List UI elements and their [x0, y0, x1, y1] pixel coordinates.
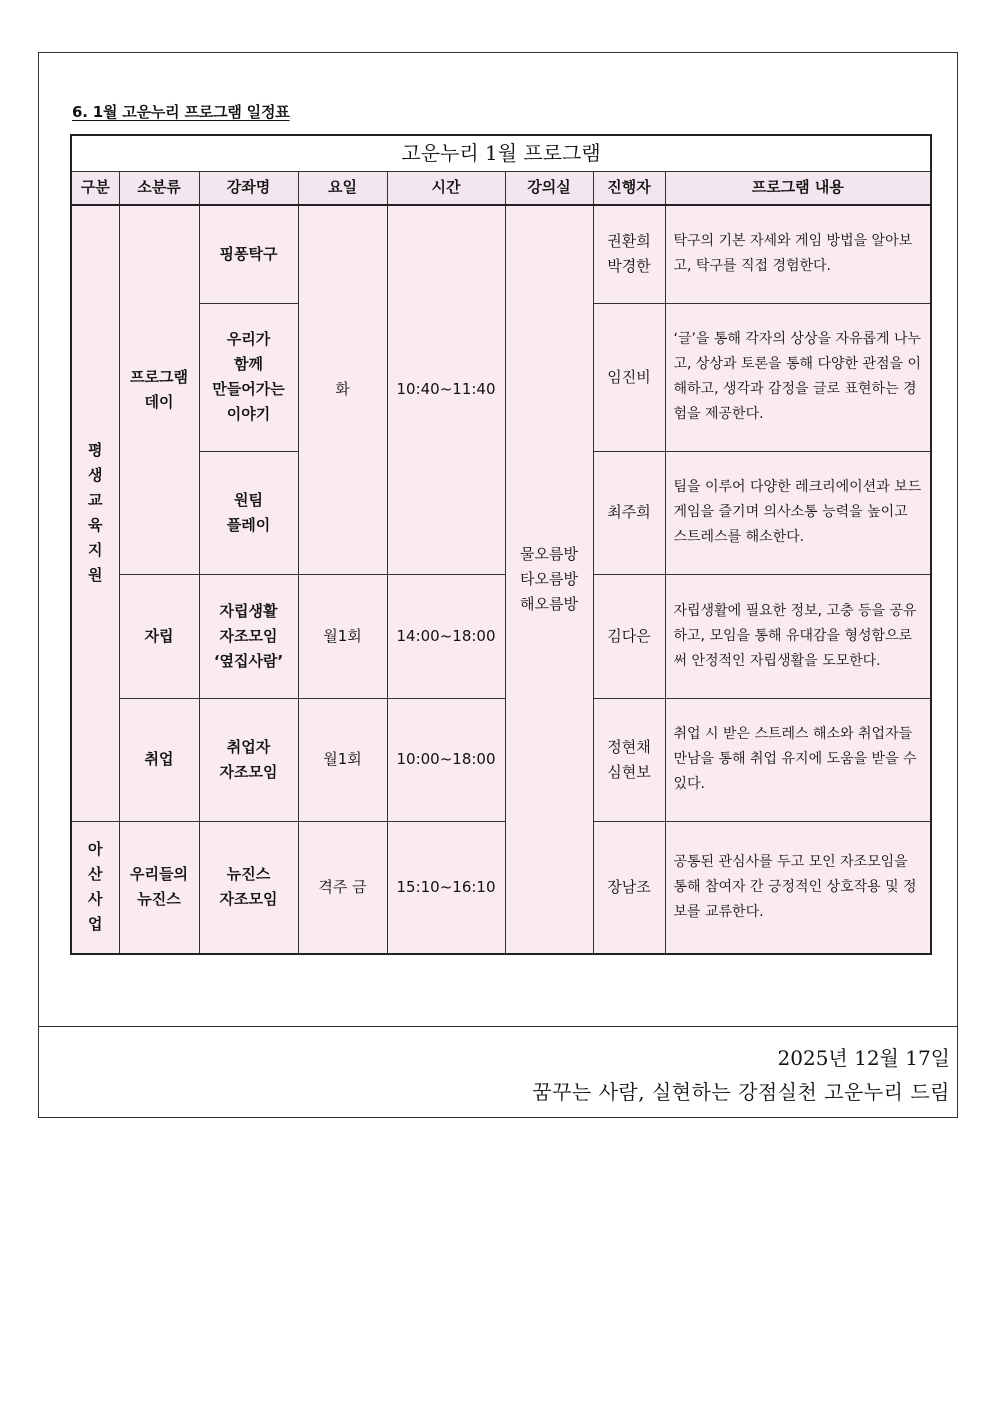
course-name: 뉴진스 자조모임: [199, 821, 298, 954]
leader-cell: 김다은: [593, 574, 665, 698]
day-cell: 화: [298, 205, 387, 574]
content-cell: 팀을 이루어 다양한 레크리에이션과 보드게임을 즐기며 의사소통 능력을 높이고 스트레스를 해소한다.: [665, 451, 931, 574]
course-name: 우리가 함께 만들어가는 이야기: [199, 303, 298, 451]
leader-cell: 장남조: [593, 821, 665, 954]
table-row: [71, 574, 931, 698]
subcategory-employment: 취업: [119, 698, 199, 821]
subcategory-newjeans: 우리들의 뉴진스: [119, 821, 199, 954]
table-row: [71, 821, 931, 954]
header-room: 강의실: [505, 171, 593, 205]
header-category: 구분: [71, 171, 119, 205]
header-leader: 진행자: [593, 171, 665, 205]
leader-cell: 임진비: [593, 303, 665, 451]
content-cell: 취업 시 받은 스트레스 해소와 취업자들 만남을 통해 취업 유지에 도움을 받을 수 있다.: [665, 698, 931, 821]
header-subcategory: 소분류: [119, 171, 199, 205]
table-row: [71, 205, 931, 303]
course-name: 원팀 플레이: [199, 451, 298, 574]
content-cell: 공통된 관심사를 두고 모인 자조모임을 통해 참여자 간 긍정적인 상호작용 및 정보를 교류한다.: [665, 821, 931, 954]
leader-cell: 권환희 박경한: [593, 205, 665, 303]
header-course: 강좌명: [199, 171, 298, 205]
subcategory-independence: 자립: [119, 574, 199, 698]
content-cell: 탁구의 기본 자세와 게임 방법을 알아보고, 탁구를 직접 경험한다.: [665, 205, 931, 303]
table-title: 고운누리 1월 프로그램: [71, 135, 931, 171]
table-header-row: [71, 171, 931, 205]
day-cell: 월1회: [298, 574, 387, 698]
category-asan-project: 아산사업: [71, 821, 119, 954]
header-day: 요일: [298, 171, 387, 205]
course-name: 취업자 자조모임: [199, 698, 298, 821]
subcategory-program-day: 프로그램 데이: [119, 205, 199, 574]
header-time: 시간: [387, 171, 505, 205]
category-lifelong-education: 평생교육지원: [71, 205, 119, 821]
schedule-table: [70, 134, 932, 955]
leader-cell: 정현채 심현보: [593, 698, 665, 821]
day-cell: 격주 금: [298, 821, 387, 954]
header-content: 프로그램 내용: [665, 171, 931, 205]
room-cell: 물오름방 타오름방 해오름방: [505, 205, 593, 954]
day-cell: 월1회: [298, 698, 387, 821]
section-title: 6. 1월 고운누리 프로그램 일정표: [72, 103, 290, 121]
course-name: 핑퐁탁구: [199, 205, 298, 303]
time-cell: 15:10~16:10: [387, 821, 505, 954]
course-name: 자립생활 자조모임 ‘옆집사람’: [199, 574, 298, 698]
content-cell: 자립생활에 필요한 정보, 고충 등을 공유하고, 모임을 통해 유대감을 형성함으로써 안정적인 자립생활을 도모한다.: [665, 574, 931, 698]
footer-divider: [38, 1026, 958, 1027]
footer-date: 2025년 12월 17일: [777, 1046, 950, 1070]
content-cell: ‘글’을 통해 각자의 상상을 자유롭게 나누고, 상상과 토론을 통해 다양한 관점을 이해하고, 생각과 감정을 글로 표현하는 경험을 제공한다.: [665, 303, 931, 451]
footer-signature: 꿈꾸는 사람, 실현하는 강점실천 고운누리 드림: [532, 1080, 950, 1104]
time-cell: 10:40~11:40: [387, 205, 505, 574]
time-cell: 14:00~18:00: [387, 574, 505, 698]
time-cell: 10:00~18:00: [387, 698, 505, 821]
leader-cell: 최주희: [593, 451, 665, 574]
table-row: [71, 698, 931, 821]
